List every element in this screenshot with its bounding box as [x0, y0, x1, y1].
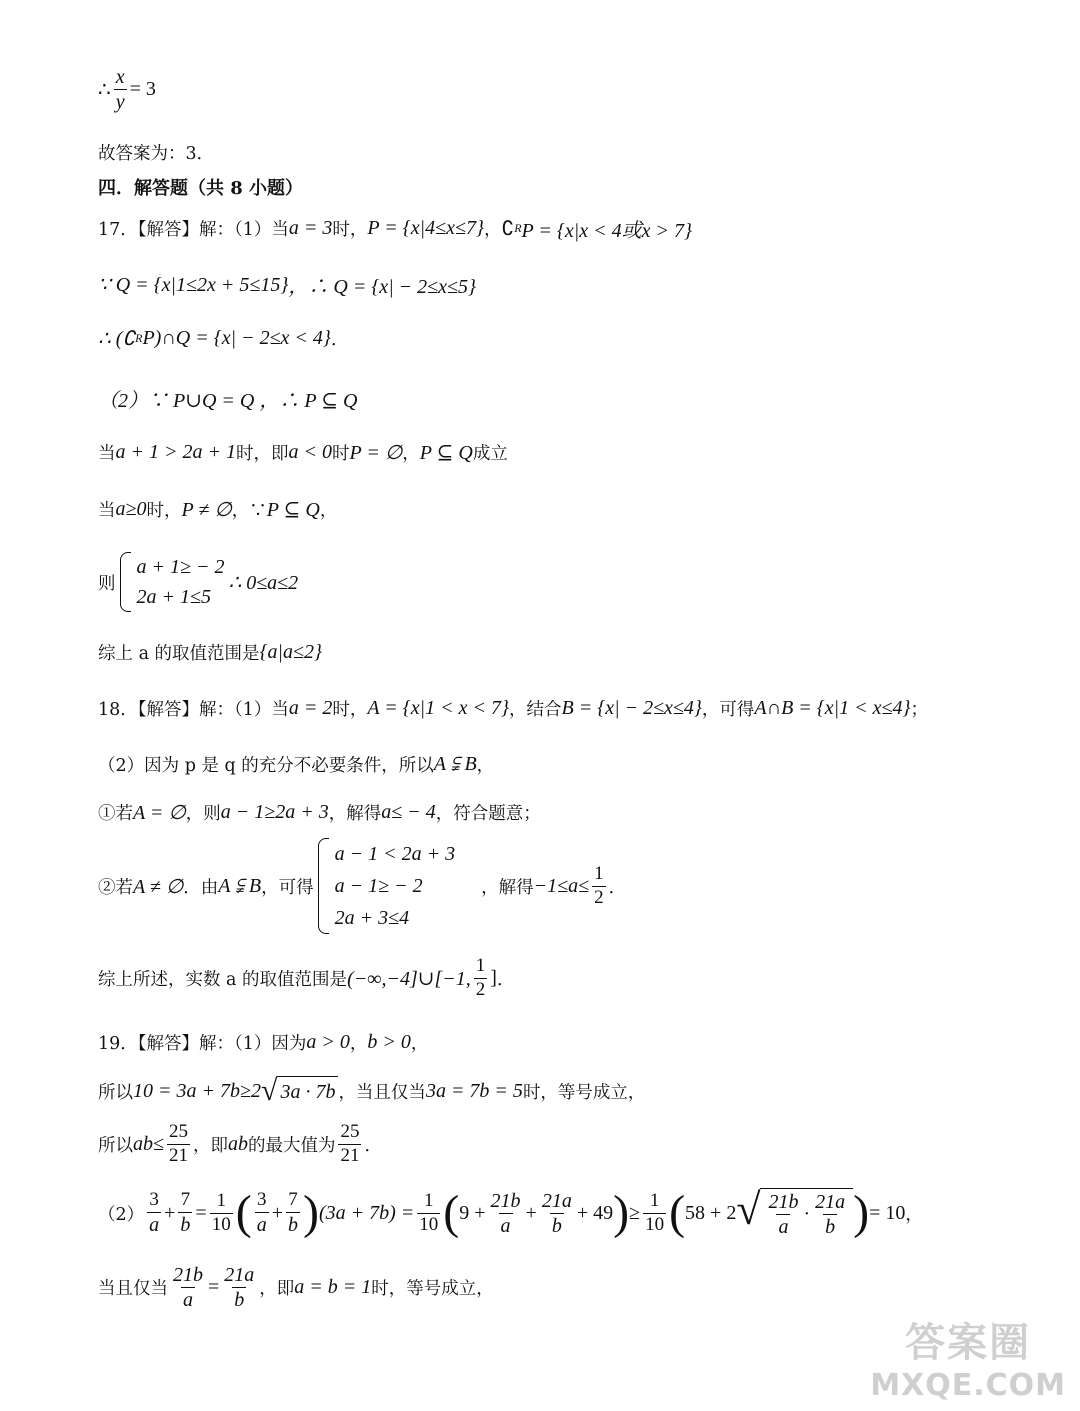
text: 当且仅当	[98, 1279, 168, 1299]
math: B = {x| − 2≤x≤4}	[561, 697, 702, 719]
q18-line-5	[98, 956, 514, 1001]
fraction: $\frac{25}{21}$	[340, 1121, 360, 1166]
fraction: $\frac{21b}{a}$	[173, 1264, 203, 1311]
math: 9 +	[459, 1201, 486, 1224]
text: ，∵	[231, 501, 267, 521]
math: A ≠ ∅	[133, 875, 184, 898]
q17-line-5	[98, 440, 508, 465]
subscript-r: R	[514, 221, 522, 235]
right-paren: )	[613, 1186, 630, 1239]
text: ，符合题意；	[435, 804, 541, 824]
math: =	[195, 1201, 207, 1224]
text: ，	[905, 1204, 923, 1225]
text: ，	[319, 501, 338, 521]
fraction: $\frac{25}{21}$	[168, 1121, 188, 1166]
math: ≥	[629, 1201, 641, 1224]
text: ①若	[98, 804, 133, 824]
text: 时，即	[236, 444, 289, 464]
math: a − 1≥2a + 3	[220, 801, 329, 823]
math: ∴ (∁	[98, 328, 136, 350]
text: ，可得	[261, 877, 314, 898]
text: ．	[364, 1135, 382, 1156]
math: 10 = 3a + 7b≥2	[133, 1079, 261, 1102]
fraction-x-over-y: $\frac{x}{y}$	[115, 66, 125, 113]
math-set-p: P = {x|4≤x≤7}	[367, 217, 484, 239]
left-brace	[318, 838, 329, 934]
math: + 49	[576, 1201, 614, 1224]
system-row: 2a + 3≤4	[334, 907, 410, 929]
q17-line-4	[98, 384, 357, 413]
math: a≤ − 4	[381, 801, 436, 823]
fraction: $\frac{3}{a}$	[149, 1189, 160, 1236]
radical-sign: √	[260, 1074, 278, 1107]
text: ，即	[192, 1135, 228, 1156]
math: a > 0	[306, 1031, 350, 1053]
math: P ≠ ∅	[181, 499, 232, 521]
system-row: a − 1 < 2a + 3	[334, 843, 456, 865]
text: ，结合	[509, 700, 562, 720]
q18-line-3	[98, 800, 541, 825]
fraction: $\frac{21a}{b}$	[224, 1264, 255, 1311]
text: 19．【解答】解：（1）因为	[98, 1034, 307, 1054]
text: ，即	[259, 1279, 295, 1299]
text: ，解得	[328, 804, 382, 824]
right-paren: )	[302, 1186, 319, 1239]
math: a < 0	[288, 441, 332, 463]
math: a = 2	[288, 697, 333, 719]
fraction: $\frac{1}{10}$	[419, 1189, 439, 1235]
radical-sign: √	[736, 1185, 761, 1234]
text: ，当且仅当	[338, 1082, 426, 1103]
text: ，则	[185, 804, 221, 824]
right-paren: )	[853, 1186, 870, 1239]
fraction: $\frac{1}{10}$	[211, 1189, 231, 1235]
text: ，解得	[481, 877, 534, 898]
text: 综上 a 的取值范围是	[98, 644, 260, 664]
math: A∩B = {x|1 < x≤4}	[754, 697, 911, 719]
q18-line-1	[98, 696, 928, 721]
q17-line-6	[98, 497, 337, 522]
math-complement-p: P = {x|x < 4或x > 7}	[521, 220, 693, 242]
math: A ⫋ B	[433, 753, 477, 775]
text: 时，	[146, 501, 182, 521]
fraction: $\frac{1}{10}$	[645, 1189, 665, 1235]
math: ab≤	[133, 1132, 164, 1155]
text: 18．【解答】解：（1）当	[98, 700, 289, 720]
therefore-symbol: ∴	[98, 79, 111, 101]
math: =	[208, 1276, 220, 1298]
text: ②若	[98, 877, 133, 898]
fraction: $\frac{3}{a}$	[256, 1189, 267, 1236]
text: 时，	[332, 700, 368, 720]
text: 时，	[332, 220, 368, 240]
watermark-logo	[870, 1311, 1066, 1403]
math: b > 0	[367, 1031, 411, 1053]
math: 3a = 7b = 5	[425, 1079, 523, 1102]
text: ，	[402, 444, 420, 464]
text: 则	[98, 573, 116, 594]
system-row: a + 1≥ − 2	[136, 556, 225, 578]
square-root	[736, 1185, 853, 1238]
math: A = ∅	[133, 802, 186, 824]
math: ab	[227, 1132, 248, 1155]
q17-line-7	[98, 552, 298, 612]
text: （2）因为 p 是 q 的充分不必要条件，所以	[98, 756, 434, 776]
text: ，	[483, 220, 502, 240]
watermark-url: MXQE.COM	[870, 1368, 1066, 1403]
text: 所以	[98, 1135, 133, 1156]
system-row: a − 1≥ − 2	[334, 875, 423, 897]
text: 综上所述，实数 a 的取值范围是	[98, 969, 348, 990]
left-paren: (	[235, 1186, 252, 1239]
math: (3a + 7b) =	[318, 1201, 415, 1224]
text: ；	[910, 700, 929, 720]
math: ]	[490, 966, 497, 989]
math: a = b = 1	[294, 1276, 372, 1298]
system-of-inequalities	[120, 552, 225, 612]
text: ，	[410, 1034, 429, 1054]
math: +	[164, 1201, 176, 1224]
fraction: $\frac{21a}{b}$	[815, 1191, 846, 1238]
text: ，	[476, 756, 495, 776]
equals-three: = 3	[129, 78, 156, 100]
text: ，	[349, 1034, 368, 1054]
math-set-q: ∵ Q = {x|1≤2x + 5≤15}	[98, 274, 289, 296]
subscript-r: R	[135, 331, 143, 345]
text: ，可得	[701, 700, 755, 720]
math: +	[271, 1201, 283, 1224]
q19-line-2	[98, 1076, 645, 1106]
math: A ⫋ B	[218, 874, 262, 897]
text: ．	[496, 969, 515, 990]
fraction: $\frac{21b}{a}$	[768, 1191, 799, 1238]
section-heading: 四．解答题（共 8 小题）	[98, 178, 304, 199]
q17-line-2	[98, 270, 476, 299]
text: ．	[330, 330, 349, 350]
text: 时	[332, 444, 350, 464]
system-of-inequalities	[318, 838, 456, 934]
q19-line-5	[98, 1264, 494, 1311]
fraction: $\frac{21a}{b}$	[541, 1189, 572, 1237]
math-intersection: P)∩Q = {x| − 2≤x < 4}	[142, 327, 331, 349]
q19-line-3	[98, 1122, 382, 1167]
q18-line-2	[98, 752, 494, 777]
text: 时，等号成立，	[371, 1279, 494, 1299]
text: 的最大值为	[247, 1135, 336, 1156]
complement-symbol: ∁	[501, 218, 515, 240]
system-row: 2a + 1≤5	[136, 586, 211, 608]
math: P = ∅	[349, 442, 403, 464]
fraction: $\frac{7}{b}$	[287, 1189, 298, 1236]
math: （2）∵ P∪Q = Q ，∴ P ⊆ Q	[98, 390, 358, 412]
fraction-one-half: $\frac{1}{2}$	[475, 955, 486, 1000]
math: a + 1 > 2a + 1	[115, 441, 236, 463]
q18-line-4	[98, 838, 626, 934]
math: 58 + 2	[685, 1201, 737, 1224]
fraction-one-half: $\frac{1}{2}$	[594, 862, 604, 908]
q17-line-3	[98, 326, 348, 351]
math: {a|a≤2}	[259, 641, 323, 663]
square-root: √ 3a · 7b	[261, 1076, 338, 1106]
answer-line: 故答案为：3．	[98, 144, 215, 164]
math: +	[525, 1201, 537, 1224]
text: ．	[608, 877, 627, 898]
text: 成立	[472, 444, 508, 464]
math: −1≤a≤	[533, 874, 590, 897]
text: ．由	[183, 877, 219, 898]
text: 当	[98, 444, 116, 464]
math: a = 3	[288, 217, 333, 239]
fraction: $\frac{21b}{a}$	[490, 1189, 521, 1237]
math: P ⊆ Q	[266, 499, 320, 521]
text: 所以	[98, 1082, 133, 1103]
left-paren: (	[669, 1186, 686, 1239]
left-brace	[120, 552, 131, 612]
q19-line-4	[98, 1185, 923, 1239]
text: （2）	[98, 1204, 145, 1225]
q17-line-8	[98, 640, 322, 665]
math: P ⊆ Q	[419, 442, 473, 464]
left-paren: (	[443, 1186, 460, 1239]
line-therefore-ratio	[98, 66, 156, 113]
math: ∴ 0≤a≤2	[228, 571, 299, 594]
text: 时，等号成立，	[522, 1082, 646, 1103]
fraction: $\frac{7}{b}$	[180, 1189, 191, 1236]
q19-line-1	[98, 1030, 428, 1055]
math: a≥0	[115, 498, 147, 520]
math: = 10	[869, 1201, 906, 1224]
watermark-text: 答案圈	[905, 1320, 1032, 1366]
math-set-q-simplified: ，∴ Q = {x| − 2≤x≤5}	[288, 276, 477, 298]
q17-line-1	[98, 214, 692, 243]
math: (−∞,−4]∪[−1,	[347, 967, 471, 990]
math: A = {x|1 < x < 7}	[367, 697, 509, 719]
text: 17．【解答】解：（1）当	[98, 220, 289, 240]
text: 当	[98, 501, 116, 521]
math: ·	[803, 1203, 811, 1225]
